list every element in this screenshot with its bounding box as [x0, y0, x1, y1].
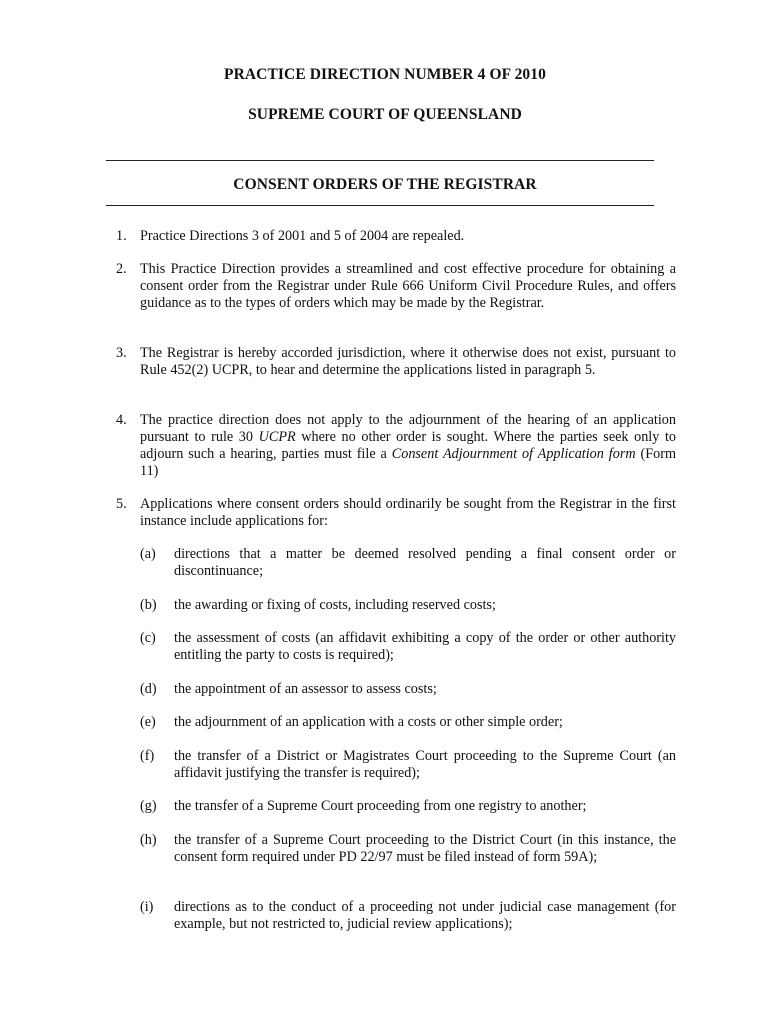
paragraph-text: This Practice Direction provides a streamlined and cost effective procedure for obtaining a consent order from the Registrar under Rule 666 Uniform Civil Procedure Rules, and offers guidance as to the types of orders which may be made by the Registrar. [140, 261, 676, 311]
subitem-label: (h) [140, 832, 157, 848]
subitem-label: (g) [140, 798, 157, 814]
subitem-label: (d) [140, 681, 157, 697]
subitem-label: (a) [140, 546, 156, 562]
paragraph-text: Practice Directions 3 of 2001 and 5 of 2004 are repealed. [140, 228, 465, 244]
document-subject: CONSENT ORDERS OF THE REGISTRAR [233, 176, 537, 193]
subitem-text: the adjournment of an application with a costs or other simple order; [174, 714, 563, 730]
subitem-f [140, 748, 676, 782]
subitem-label: (f) [140, 748, 155, 764]
subitem-d [140, 681, 676, 698]
subitem-text: the appointment of an assessor to assess costs; [174, 681, 437, 697]
paragraph-3 [116, 345, 676, 379]
bottom-divider [106, 205, 654, 206]
paragraph-text-part: where no other order is sought. Where the parties seek only to adjourn such a hearing, parties must file a [140, 429, 676, 462]
paragraph-text: Applications where consent orders should ordinarily be sought from the Registrar in the first instance include applications for: [140, 496, 676, 529]
paragraph-number: 1. [116, 228, 127, 244]
subitem-text: the assessment of costs (an affidavit exhibiting a copy of the order or other authority entitling the party to costs is required); [174, 630, 676, 663]
subitem-g [140, 798, 676, 815]
subitem-text: directions that a matter be deemed resolved pending a final consent order or discontinuance; [174, 546, 676, 579]
paragraph-5 [116, 496, 676, 530]
subitem-a [140, 546, 676, 580]
document-title: PRACTICE DIRECTION NUMBER 4 OF 2010 [224, 66, 546, 83]
subitem-h [140, 832, 676, 866]
subitem-b [140, 597, 676, 614]
paragraph-4 [116, 412, 676, 480]
paragraph-text [140, 412, 676, 480]
subitem-text: the awarding or fixing of costs, including reserved costs; [174, 597, 496, 613]
subitem-text: the transfer of a District or Magistrates Court proceeding to the Supreme Court (an affidavit justifying the transfer is required); [174, 748, 676, 781]
paragraph-number: 3. [116, 345, 127, 361]
subitem-text: the transfer of a Supreme Court proceeding from one registry to another; [174, 798, 587, 814]
paragraph-number: 5. [116, 496, 127, 512]
subitem-label: (b) [140, 597, 157, 613]
paragraph-text-italic: UCPR [258, 429, 296, 445]
subitem-label: (i) [140, 899, 154, 915]
paragraph-text-part: (Form 11) [140, 446, 676, 479]
paragraph-text-italic: Consent Adjournment of Application form [391, 446, 636, 462]
paragraph-2 [116, 261, 676, 312]
paragraph-text: The Registrar is hereby accorded jurisdiction, where it otherwise does not exist, pursuant to Rule 452(2) UCPR, to hear and determine the applications listed in paragraph 5. [140, 345, 676, 378]
subitem-e [140, 714, 676, 731]
subitem-text: the transfer of a Supreme Court proceeding to the District Court (in this instance, the consent form required under PD 22/97 must be filed instead of form 59A); [174, 832, 676, 865]
top-divider [106, 160, 654, 161]
subitem-label: (c) [140, 630, 156, 646]
court-name: SUPREME COURT OF QUEENSLAND [248, 106, 522, 123]
subitem-text: directions as to the conduct of a proceeding not under judicial case management (for example, but not restricted to, judicial review applications); [174, 899, 676, 932]
subitem-label: (e) [140, 714, 156, 730]
subitem-i [140, 899, 676, 933]
subitem-c [140, 630, 676, 664]
paragraph-number: 2. [116, 261, 127, 277]
paragraph-text-part: The practice direction does not apply to the adjournment of the hearing of an application pursuant to rule 30 [140, 412, 676, 445]
paragraph-1 [116, 228, 676, 245]
paragraph-number: 4. [116, 412, 127, 428]
